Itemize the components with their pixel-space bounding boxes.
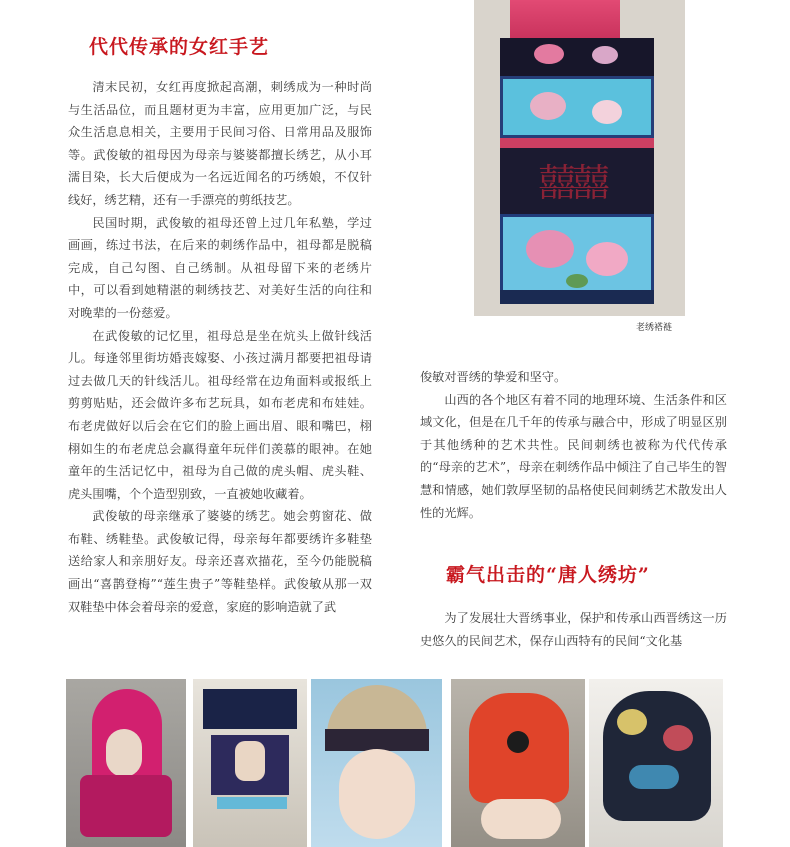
hat-photo-cap: [311, 679, 442, 847]
hat-photo-dark: [589, 679, 723, 847]
paragraph: 民国时期，武俊敏的祖母还曾上过几年私塾，学过画画，练过书法，在后来的刺绣作品中，祖母都是脱稿完成，自己勾图、自己绣制。从祖母留下来的老绣片中，可以看到她精湛的刺绣技艺、对美好生活的向往和对晚辈的一份慈爱。: [68, 215, 372, 320]
left-text-column: [68, 76, 372, 618]
photo-caption: 老绣褡裢: [636, 323, 673, 333]
right-text-column-top: [420, 366, 727, 524]
paragraph: 山西的各个地区有着不同的地理环境、生活条件和区域文化，但是在几千年的传承与融合中，形成了明显区别于其他绣种的艺术共性。民间刺绣也被称为代代传承的“母亲的艺术”，母亲在刺绣作品中倾注了自己毕生的智慧和情感，她们敦厚坚韧的品格使民间刺绣艺术散发出人性的光辉。: [420, 392, 727, 520]
right-text-column-bottom: [420, 607, 727, 652]
paragraph: 为了发展壮大晋绣事业，保护和传承山西晋绣这一历史悠久的民间艺术，保存山西特有的民间“文化基: [420, 611, 727, 648]
paragraph: 俊敏对晋绣的挚爱和坚守。: [420, 370, 567, 384]
section-heading-tangren-studio: 霸气出击的“唐人绣坊”: [446, 564, 650, 586]
paragraph: 清末民初，女红再度掀起高潮，刺绣成为一种时尚与生活品位，而且题材更为丰富，应用更加广泛，与民众生活息息相关，主要用于民间习俗、日常用品及服饰等。武俊敏的祖母因为母亲与婆婆都擅长绣艺，从小耳濡目染，长大后便成为一名远近闻名的巧绣娘，不仅针线好，绣艺精，还有一手漂亮的剪纸技艺。: [68, 80, 372, 207]
embroidered-pouch-photo: [474, 0, 685, 316]
hat-photo-pink: [66, 679, 186, 847]
section-heading-tradition: 代代传承的女红手艺: [89, 36, 270, 58]
double-happiness-motif: 囍囍: [538, 161, 607, 205]
paragraph: 武俊敏的母亲继承了婆婆的绣艺。她会剪窗花、做布鞋、绣鞋垫。武俊敏记得，母亲每年都要绣许多鞋垫送给家人和亲朋好友。母亲还喜欢描花，至今仍能脱稿画出“喜鹊登梅”“莲生贵子”等鞋垫样。武俊敏从那一双双鞋垫中体会着母亲的爱意，家庭的影响造就了武: [68, 509, 372, 614]
paragraph: 在武俊敏的记忆里，祖母总是坐在炕头上做针线活儿。每逢邻里街坊婚丧嫁娶、小孩过满月都要把祖母请过去做几天的针线活儿。祖母经常在边角面料或报纸上剪剪贴贴，还会做许多布艺玩具，如布老虎和布娃娃。布老虎做好以后会在它们的脸上画出眉、眼和嘴巴，栩栩如生的布老虎总会赢得童年玩伴们羡慕的眼神。在她童年的生活记忆中，祖母为自己做的虎头帽、虎头鞋、虎头围嘴，个个造型别致，一直被她收藏着。: [68, 328, 372, 501]
hat-photo-tiger: [451, 679, 585, 847]
hat-photo-bib: [193, 679, 307, 847]
